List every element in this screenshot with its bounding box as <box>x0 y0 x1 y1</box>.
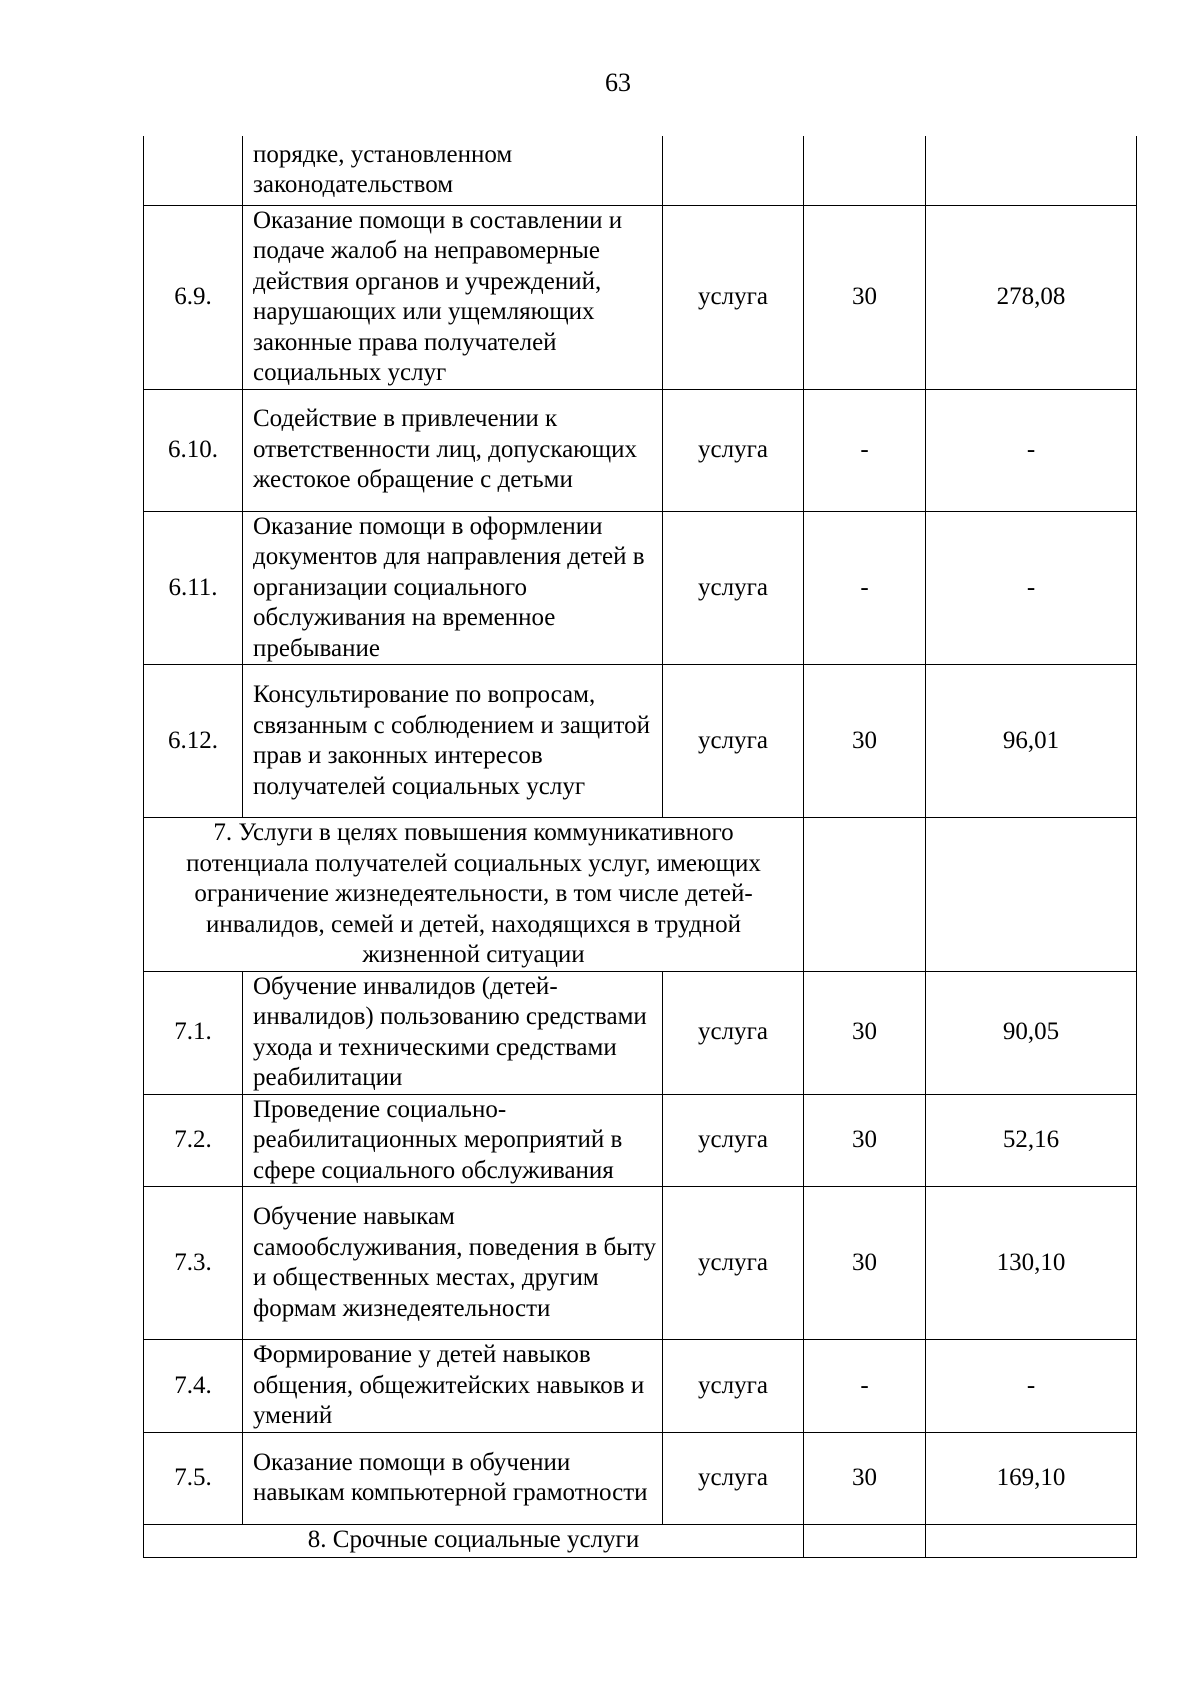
num-cell: 6.9. <box>144 205 243 389</box>
quantity-cell: 30 <box>804 1432 926 1524</box>
quantity-cell: - <box>804 1340 926 1433</box>
unit-cell: услуга <box>663 665 804 818</box>
unit-cell <box>663 136 804 205</box>
price-cell: - <box>926 1340 1137 1433</box>
service-name-cell: порядке, установленном законодательством <box>243 136 663 205</box>
unit-cell: услуга <box>663 205 804 389</box>
price-cell: 90,05 <box>926 971 1137 1094</box>
service-name-cell: Оказание помощи в оформлении документов для направления детей в организации социального обслуживания на временное пребывание <box>243 511 663 665</box>
price-cell: 96,01 <box>926 665 1137 818</box>
price-cell <box>926 136 1137 205</box>
service-name-cell: Оказание помощи в составлении и подаче жалоб на неправомерные действия органов и учреждений, нарушающих или ущемляющих законные права получателей социальных услуг <box>243 205 663 389</box>
unit-cell: услуга <box>663 1094 804 1187</box>
services-table-body <box>144 136 1137 1557</box>
table-row <box>144 205 1137 389</box>
table-row <box>144 665 1137 818</box>
price-cell: 169,10 <box>926 1432 1137 1524</box>
quantity-cell: - <box>804 511 926 665</box>
quantity-cell <box>804 1524 926 1557</box>
table-row <box>144 971 1137 1094</box>
table-row <box>144 1340 1137 1433</box>
price-cell: - <box>926 511 1137 665</box>
num-cell: 7.2. <box>144 1094 243 1187</box>
table-row <box>144 1094 1137 1187</box>
quantity-cell <box>804 136 926 205</box>
quantity-cell: 30 <box>804 1094 926 1187</box>
table-row-continuation <box>144 136 1137 205</box>
unit-cell: услуга <box>663 1340 804 1433</box>
num-cell <box>144 136 243 205</box>
num-cell: 6.10. <box>144 389 243 511</box>
num-cell: 6.12. <box>144 665 243 818</box>
table-row <box>144 1432 1137 1524</box>
service-name-cell: Формирование у детей навыков общения, общежитейских навыков и умений <box>243 1340 663 1433</box>
unit-cell: услуга <box>663 389 804 511</box>
quantity-cell: 30 <box>804 971 926 1094</box>
price-cell <box>926 818 1137 972</box>
price-cell <box>926 1524 1137 1557</box>
quantity-cell: 30 <box>804 665 926 818</box>
unit-cell: услуга <box>663 511 804 665</box>
num-cell: 7.3. <box>144 1187 243 1340</box>
services-table <box>143 136 1137 1558</box>
num-cell: 7.4. <box>144 1340 243 1433</box>
quantity-cell: 30 <box>804 205 926 389</box>
service-name-cell: Обучение инвалидов (детей-инвалидов) пользованию средствами ухода и техническими средствами реабилитации <box>243 971 663 1094</box>
quantity-cell: 30 <box>804 1187 926 1340</box>
service-name-cell: Содействие в привлечении к ответственности лиц, допускающих жестокое обращение с детьми <box>243 389 663 511</box>
num-cell: 6.11. <box>144 511 243 665</box>
section-title-cell: 7. Услуги в целях повышения коммуникативного потенциала получателей социальных услуг, имеющих ограничение жизнедеятельности, в том числе детей-инвалидов, семей и детей, находящихся в трудной жизненной ситуации <box>144 818 804 972</box>
unit-cell: услуга <box>663 1187 804 1340</box>
num-cell: 7.5. <box>144 1432 243 1524</box>
table-row <box>144 1187 1137 1340</box>
table-row <box>144 511 1137 665</box>
unit-cell: услуга <box>663 1432 804 1524</box>
service-name-cell: Проведение социально-реабилитационных мероприятий в сфере социального обслуживания <box>243 1094 663 1187</box>
service-name-cell: Обучение навыкам самообслуживания, поведения в быту и общественных местах, другим формам жизнедеятельности <box>243 1187 663 1340</box>
price-cell: 52,16 <box>926 1094 1137 1187</box>
section-title-cell: 8. Срочные социальные услуги <box>144 1524 804 1557</box>
quantity-cell <box>804 818 926 972</box>
page-number: 63 <box>605 68 631 97</box>
table-row <box>144 389 1137 511</box>
price-cell: 130,10 <box>926 1187 1137 1340</box>
num-cell: 7.1. <box>144 971 243 1094</box>
service-name-cell: Консультирование по вопросам, связанным с соблюдением и защитой прав и законных интересов получателей социальных услуг <box>243 665 663 818</box>
service-name-cell: Оказание помощи в обучении навыкам компьютерной грамотности <box>243 1432 663 1524</box>
quantity-cell: - <box>804 389 926 511</box>
price-cell: 278,08 <box>926 205 1137 389</box>
section-row <box>144 1524 1137 1557</box>
price-cell: - <box>926 389 1137 511</box>
section-row <box>144 818 1137 972</box>
unit-cell: услуга <box>663 971 804 1094</box>
